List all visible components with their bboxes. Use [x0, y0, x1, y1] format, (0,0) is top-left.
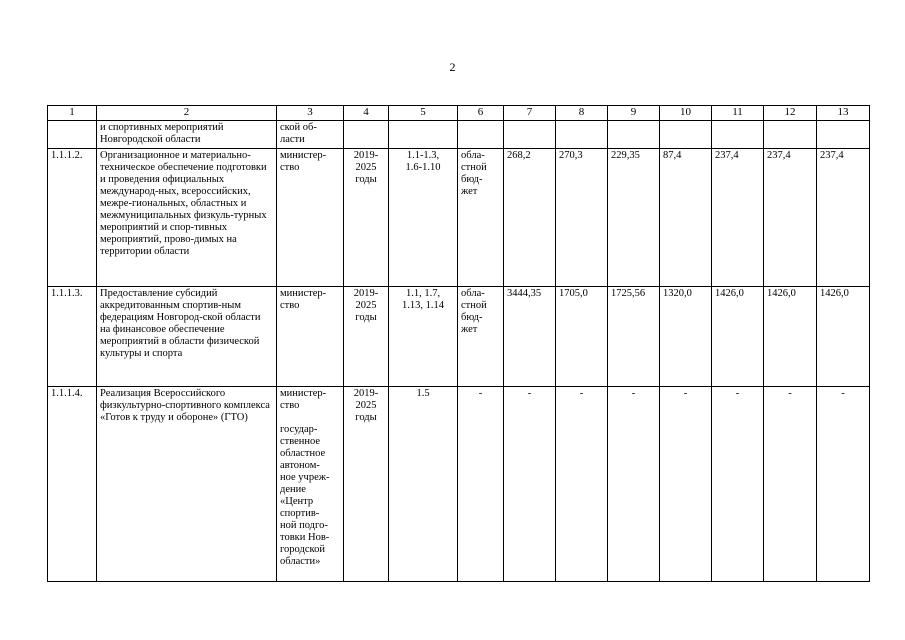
header-row — [48, 106, 870, 121]
value-cell: 1426,0 — [764, 287, 817, 387]
value-cell: 237,4 — [712, 149, 764, 287]
indicators-cell: 1.5 — [389, 387, 458, 582]
value-cell: 1426,0 — [712, 287, 764, 387]
value-cell: - — [712, 387, 764, 582]
description-cell: Реализация Всероссийского физкультурно-спортивного комплекса «Готов к труду и обороне» (ГТО) — [97, 387, 277, 582]
value-cell: - — [504, 387, 556, 582]
header-cell: 10 — [660, 106, 712, 121]
header-cell: 11 — [712, 106, 764, 121]
executor-cell: министер- ство государ- ственное областное автоном- ное учреж- дение «Центр спортив- ной подго- товки Нов- городской области» — [277, 387, 344, 582]
executor-cell: ской об-ласти — [277, 121, 344, 149]
header-cell: 8 — [556, 106, 608, 121]
value-cell: 237,4 — [817, 149, 870, 287]
value-cell: 270,3 — [556, 149, 608, 287]
value-cell: 268,2 — [504, 149, 556, 287]
executor-cell: министер-ство — [277, 149, 344, 287]
period-cell: 2019- 2025 годы — [344, 149, 389, 287]
header-cell: 9 — [608, 106, 660, 121]
value-cell: - — [660, 387, 712, 582]
header-cell: 3 — [277, 106, 344, 121]
header-cell: 7 — [504, 106, 556, 121]
description-cell: Организационное и материально-техническое обеспечение подготовки и проведения официальных международ-ных, всероссийских, межре-гиональных, областных и межмуниципальных физкуль-турных мероприятий и спор-тивных мероприятий, прово-димых на территории области — [97, 149, 277, 287]
header-cell: 5 — [389, 106, 458, 121]
table-row — [48, 387, 870, 582]
source-cell: - — [458, 387, 504, 582]
program-table — [47, 105, 870, 582]
item-number: 1.1.1.3. — [48, 287, 97, 387]
value-cell: - — [608, 387, 660, 582]
header-cell: 6 — [458, 106, 504, 121]
header-cell: 2 — [97, 106, 277, 121]
value-cell: 3444,35 — [504, 287, 556, 387]
value-cell: 229,35 — [608, 149, 660, 287]
value-cell: 1320,0 — [660, 287, 712, 387]
value-cell: 237,4 — [764, 149, 817, 287]
value-cell: 1725,56 — [608, 287, 660, 387]
value-cell: - — [764, 387, 817, 582]
table-row — [48, 149, 870, 287]
executor-cell: министер-ство — [277, 287, 344, 387]
item-number: 1.1.1.4. — [48, 387, 97, 582]
period-cell: 2019- 2025 годы — [344, 387, 389, 582]
period-cell: 2019- 2025 годы — [344, 287, 389, 387]
page-number: 2 — [449, 60, 456, 74]
description-cell: и спортивных мероприятий Новгородской области — [97, 121, 277, 149]
indicators-cell: 1.1-1.3, 1.6-1.10 — [389, 149, 458, 287]
source-cell: обла- стной бюд- жет — [458, 287, 504, 387]
indicators-cell: 1.1, 1.7, 1.13, 1.14 — [389, 287, 458, 387]
header-cell: 12 — [764, 106, 817, 121]
description-cell: Предоставление субсидий аккредитованным спортив-ным федерациям Новгород-ской области на финансовое обеспечение мероприятий в области физической культуры и спорта — [97, 287, 277, 387]
header-cell: 1 — [48, 106, 97, 121]
header-cell: 4 — [344, 106, 389, 121]
value-cell: 1426,0 — [817, 287, 870, 387]
table-row — [48, 121, 870, 149]
item-number: 1.1.1.2. — [48, 149, 97, 287]
table-row — [48, 287, 870, 387]
header-cell: 13 — [817, 106, 870, 121]
value-cell: - — [817, 387, 870, 582]
source-cell: обла- стной бюд- жет — [458, 149, 504, 287]
value-cell: 87,4 — [660, 149, 712, 287]
value-cell: - — [556, 387, 608, 582]
value-cell: 1705,0 — [556, 287, 608, 387]
